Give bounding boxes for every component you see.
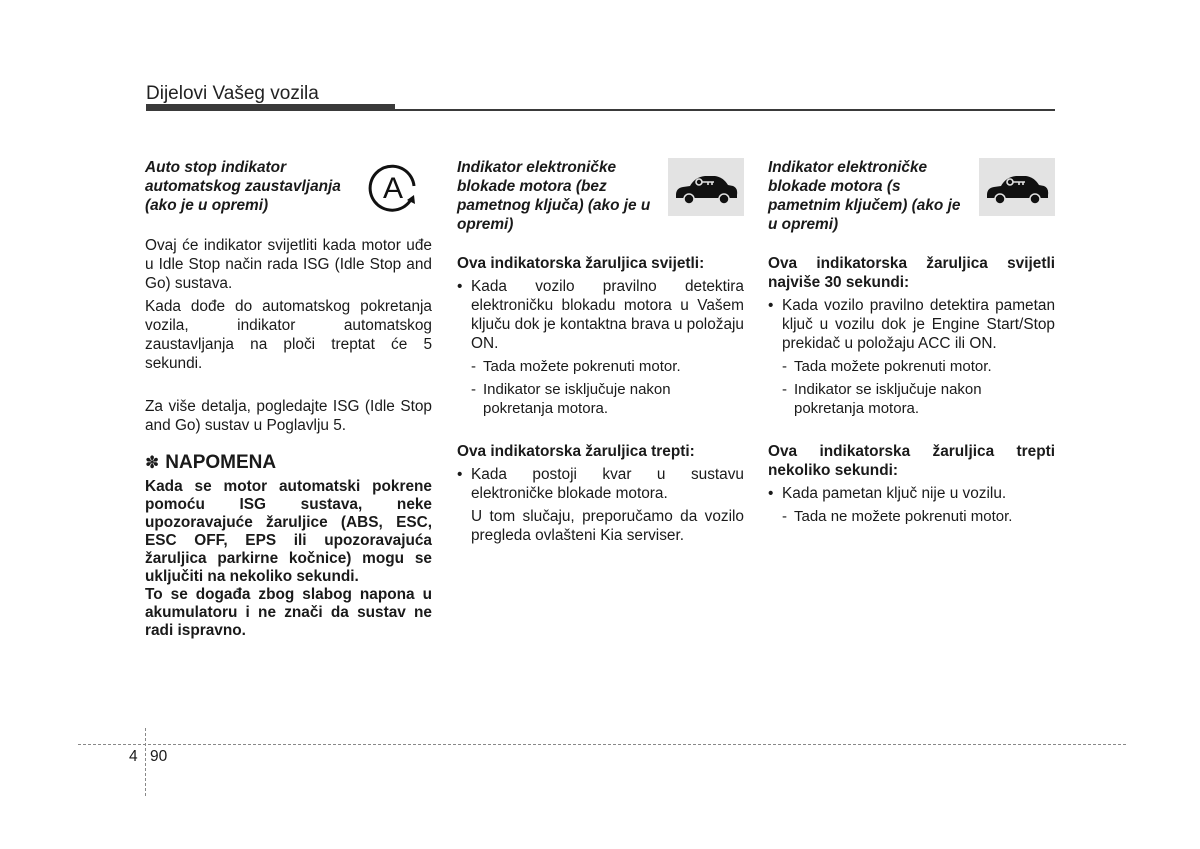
list-item: • Kada pametan ključ nije u vozilu. — [768, 485, 1007, 502]
status-blink-heading: Ova indikatorska žaruljica trepti nekoliko sekundi: — [768, 443, 1055, 479]
list-subitem: - Indikator se isključuje nakon pokretanja motora. — [471, 381, 671, 417]
list-item: • Kada vozilo pravilno detektira elektroničku blokadu motora u Vašem ključu dok je kontaktna brava u položaju ON. — [457, 278, 744, 352]
immobilizer-heading: Indikator elektroničke blokade motora (bez pametnog ključa) (ako je u opremi) — [457, 159, 651, 233]
note-title: NAPOMENA — [165, 452, 277, 473]
chapter-number: 4 — [129, 748, 138, 765]
status-on-heading: Ova indikatorska žaruljica svijetli: — [457, 255, 705, 272]
note-body: Kada se motor automatski pokrene pomoću ISG sustava, neke upozoravajuće žaruljice (ABS, ESC, ESC OFF, EPS ili upozoravajuća žaruljica parkirne kočnice) mogu se uključiti na nekoliko sekundi. — [145, 478, 432, 585]
auto-stop-heading: Auto stop indikator automatskog zaustavljanja (ako je u opremi) — [145, 159, 341, 214]
car-key-icon — [979, 158, 1055, 216]
column-auto-stop — [145, 156, 432, 640]
list-item: • Kada vozilo pravilno detektira pametan ključ u vozilu dok je Engine Start/Stop prekidač u položaju ACC ili ON. — [768, 297, 1055, 352]
section-title: Dijelovi Vašeg vozila — [146, 83, 319, 104]
header-accent-bar — [146, 104, 395, 111]
list-subitem: - Tada možete pokrenuti motor. — [471, 358, 681, 375]
auto-stop-paragraph-1: Ovaj će indikator svijetliti kada motor uđe u Idle Stop način rada ISG (Idle Stop and Go) sustava. — [145, 237, 432, 292]
auto-stop-paragraph-2: Kada dođe do automatskog pokretanja vozila, indikator automatskog zaustavljanja na ploči treptat će 5 sekundi. — [145, 298, 432, 372]
status-on-heading: Ova indikatorska žaruljica svijetli najviše 30 sekundi: — [768, 255, 1055, 291]
column-immobilizer-smart-key — [768, 156, 1055, 530]
header-rule — [395, 109, 1055, 111]
service-advice: U tom slučaju, preporučamo da vozilo pregleda ovlašteni Kia serviser. — [471, 508, 744, 544]
list-subitem: - Tada možete pokrenuti motor. — [782, 358, 992, 375]
note-body-2: To se događa zbog slabog napona u akumulatoru i ne znači da sustav ne radi ispravno. — [145, 586, 432, 639]
column-immobilizer-no-smart-key — [457, 156, 744, 549]
page-number: 90 — [150, 748, 168, 765]
smart-key-immobilizer-heading: Indikator elektroničke blokade motora (s pametnim ključem) (ako je u opremi) — [768, 159, 961, 233]
footer-divider — [145, 728, 146, 796]
svg-text:A: A — [382, 172, 404, 205]
list-subitem: - Tada ne možete pokrenuti motor. — [782, 508, 1013, 525]
status-blink-heading: Ova indikatorska žaruljica trepti: — [457, 443, 695, 460]
auto-stop-paragraph-3: Za više detalja, pogledajte ISG (Idle Stop and Go) sustav u Poglavlju 5. — [145, 398, 432, 434]
auto-stop-icon — [356, 158, 432, 216]
list-item: • Kada postoji kvar u sustavu elektroničke blokade motora. — [457, 466, 744, 502]
car-key-icon — [668, 158, 744, 216]
note-heading — [145, 453, 432, 472]
list-subitem: - Indikator se isključuje nakon pokretanja motora. — [782, 381, 982, 417]
footer-rule — [78, 744, 1126, 745]
note-star-icon: ✽ — [145, 453, 160, 472]
